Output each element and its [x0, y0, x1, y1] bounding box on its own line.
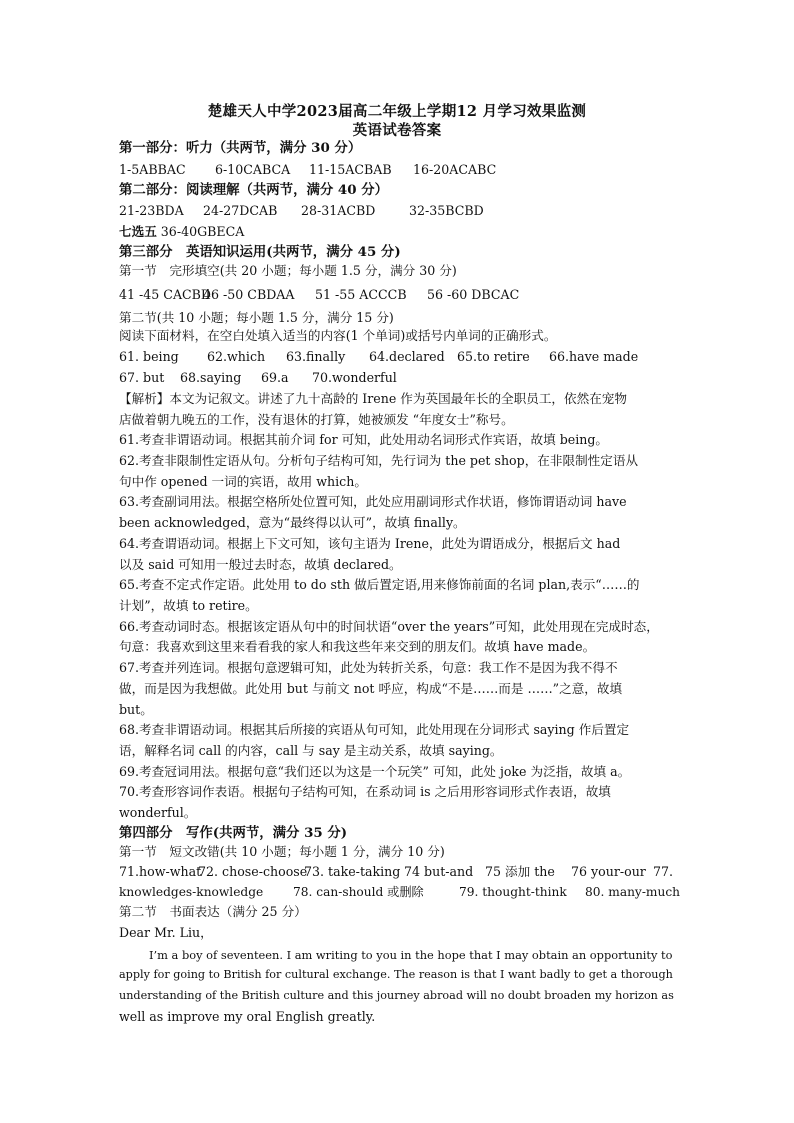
- essay-salutation: Dear Mr. Liu，: [119, 925, 213, 940]
- analysis-line: 以及 said 可知用一般过去时态，故填 declared。: [119, 557, 402, 572]
- answer-item: 68.saying: [180, 370, 242, 385]
- part4-sec2-heading: 第二节 书面表达（满分 25 分）: [119, 904, 307, 919]
- cloze-answers: [119, 287, 679, 303]
- correction-item: 71.how-what: [119, 864, 202, 879]
- part1-heading: 第一部分：听力（共两节，满分 30 分）: [119, 140, 362, 156]
- answer-group: 32-35BCBD: [409, 203, 484, 218]
- analysis-line: 句意：我喜欢到这里来看看我的家人和我这些年来交到的朋友们。故填 have made。: [119, 639, 596, 654]
- analysis-line: 句中作 opened 一词的宾语，故用 which。: [119, 474, 367, 489]
- correction-item: 72. chose-choose: [198, 864, 308, 879]
- analysis-line: 62.考查非限制性定语从句。分析句子结构可知，先行词为 the pet shop，在非限制性定语从: [119, 453, 639, 468]
- answer-group: 24-27DCAB: [203, 203, 278, 218]
- answer-group: 46 -50 CBDAA: [203, 287, 295, 302]
- fill-answers-row2: [119, 370, 679, 386]
- essay-line: understanding of the British culture and this journey abroad will no doubt broaden my horizon as: [119, 989, 674, 1002]
- correction-item: 77.: [653, 864, 674, 879]
- corrections-row1: [119, 864, 679, 880]
- answer-item: 65.to retire: [457, 349, 530, 364]
- analysis-line: 69.考查冠词用法。根据句意“我们还以为这是一个玩笑” 可知，此处 joke 为泛指，故填 a。: [119, 764, 631, 779]
- correction-item: 75 添加 the: [485, 864, 555, 879]
- answer-group: 51 -55 ACCCB: [315, 287, 407, 302]
- answer-group: 6-10CABCA: [215, 162, 291, 177]
- answer-group: 11-15ACBAB: [309, 162, 392, 177]
- answer-group: 41 -45 CACBD: [119, 287, 212, 302]
- part3-sec1-heading: 第一节 完形填空(共 20 小题；每小题 1.5 分，满分 30 分): [119, 263, 457, 278]
- part2-heading: 第二部分：阅读理解（共两节，满分 40 分）: [119, 182, 388, 198]
- analysis-line: been acknowledged，意为“最终得以认可”，故填 finally。: [119, 515, 466, 530]
- seven-choice-label: 七选五: [119, 224, 157, 239]
- analysis-line: 70.考查形容词作表语。根据句子结构可知，在系动词 is 之后用形容词形式作表语，故填: [119, 784, 611, 799]
- analysis-line: 61.考查非谓语动词。根据其前介词 for 可知，此处用动名词形式作宾语，故填 being。: [119, 432, 609, 447]
- analysis-line: 64.考查谓语动词。根据上下文可知，该句主语为 Irene，此处为谓语成分，根据后文 had: [119, 536, 621, 551]
- seven-choice-line: [119, 224, 679, 240]
- correction-item: 74 but-and: [404, 864, 474, 879]
- correction-item: 76 your-our: [571, 864, 646, 879]
- part3-sec2-heading: 第二节(共 10 小题；每小题 1.5 分，满分 15 分): [119, 310, 394, 325]
- analysis-line: 63.考查副词用法。根据空格所处位置可知，此处应用副词形式作状语，修饰谓语动词 have: [119, 494, 627, 509]
- answer-item: 66.have made: [549, 349, 639, 364]
- answer-item: 67. but: [119, 370, 165, 385]
- essay-line: apply for going to British for cultural exchange. The reason is that I want badly to get a thorough: [119, 968, 673, 981]
- analysis-line: 做，而是因为我想做。此处用 but 与前文 not 呼应，构成“不是……而是 ……”之意，故填: [119, 681, 623, 696]
- correction-item: 73. take-taking: [304, 864, 401, 879]
- answer-item: 62.which: [207, 349, 266, 364]
- answer-item: 70.wonderful: [312, 370, 397, 385]
- correction-item: 78. can-should 或删除: [293, 885, 424, 899]
- answer-item: 69.a: [261, 370, 289, 385]
- essay-line: well as improve my oral English greatly.: [119, 1009, 376, 1024]
- analysis-line: 68.考查非谓语动词。根据其后所接的宾语从句可知，此处用现在分词形式 saying 作后置定: [119, 722, 630, 737]
- part2-answers: [119, 203, 679, 219]
- seven-choice-answer: 36-40GBECA: [160, 224, 245, 239]
- answer-group: 1-5ABBAC: [119, 162, 186, 177]
- essay-line: I’m a boy of seventeen. I am writing to you in the hope that I may obtain an opportunity to: [149, 948, 673, 962]
- corrections-row2: [119, 884, 679, 900]
- part3-sec2-instruction: 阅读下面材料，在空白处填入适当的内容(1 个单词)或括号内单词的正确形式。: [119, 328, 557, 343]
- part4-sec1-heading: 第一节 短文改错(共 10 小题；每小题 1 分，满分 10 分): [119, 844, 445, 859]
- correction-item: 80. many-much: [585, 885, 681, 899]
- analysis-line: 【解析】本文为记叙文。讲述了九十高龄的 Irene 作为英国最年长的全职员工，依然在宠物: [119, 391, 627, 406]
- answer-item: 64.declared: [369, 349, 445, 364]
- analysis-line: 计划”，故填 to retire。: [119, 598, 258, 613]
- analysis-line: wonderful。: [119, 805, 197, 820]
- part1-answers: [119, 162, 679, 178]
- answer-item: 61. being: [119, 349, 179, 364]
- correction-item: 79. thought-think: [459, 885, 567, 899]
- analysis-line: 语，解释名词 call 的内容，call 与 say 是主动关系，故填 saying。: [119, 743, 503, 758]
- analysis-line: 65.考查不定式作定语。此处用 to do sth 做后置定语,用来修饰前面的名词 plan,表示“……的: [119, 577, 640, 592]
- document-subtitle: 英语试卷答案: [352, 122, 442, 139]
- answer-group: 16-20ACABC: [413, 162, 497, 177]
- analysis-line: 66.考查动词时态。根据该定语从句中的时间状语“over the years”可知，此处用现在完成时态，: [119, 619, 659, 634]
- analysis-line: but。: [119, 702, 153, 717]
- fill-answers-row1: [119, 349, 679, 365]
- part3-heading: 第三部分 英语知识运用(共两节，满分 45 分): [119, 244, 401, 260]
- document-title: 楚雄天人中学2023届高二年级上学期12 月学习效果监测: [207, 103, 587, 120]
- part4-heading: 第四部分 写作(共两节，满分 35 分): [119, 825, 348, 841]
- answer-group: 28-31ACBD: [301, 203, 376, 218]
- answer-group: 56 -60 DBCAC: [427, 287, 520, 302]
- analysis-line: 店做着朝九晚五的工作，没有退休的打算，她被颁发 “年度女士”称号。: [119, 412, 514, 427]
- correction-item: knowledges-knowledge: [119, 885, 264, 899]
- analysis-line: 67.考查并列连词。根据句意逻辑可知，此处为转折关系，句意：我工作不是因为我不得不: [119, 660, 618, 675]
- answer-item: 63.finally: [286, 349, 346, 364]
- answer-group: 21-23BDA: [119, 203, 184, 218]
